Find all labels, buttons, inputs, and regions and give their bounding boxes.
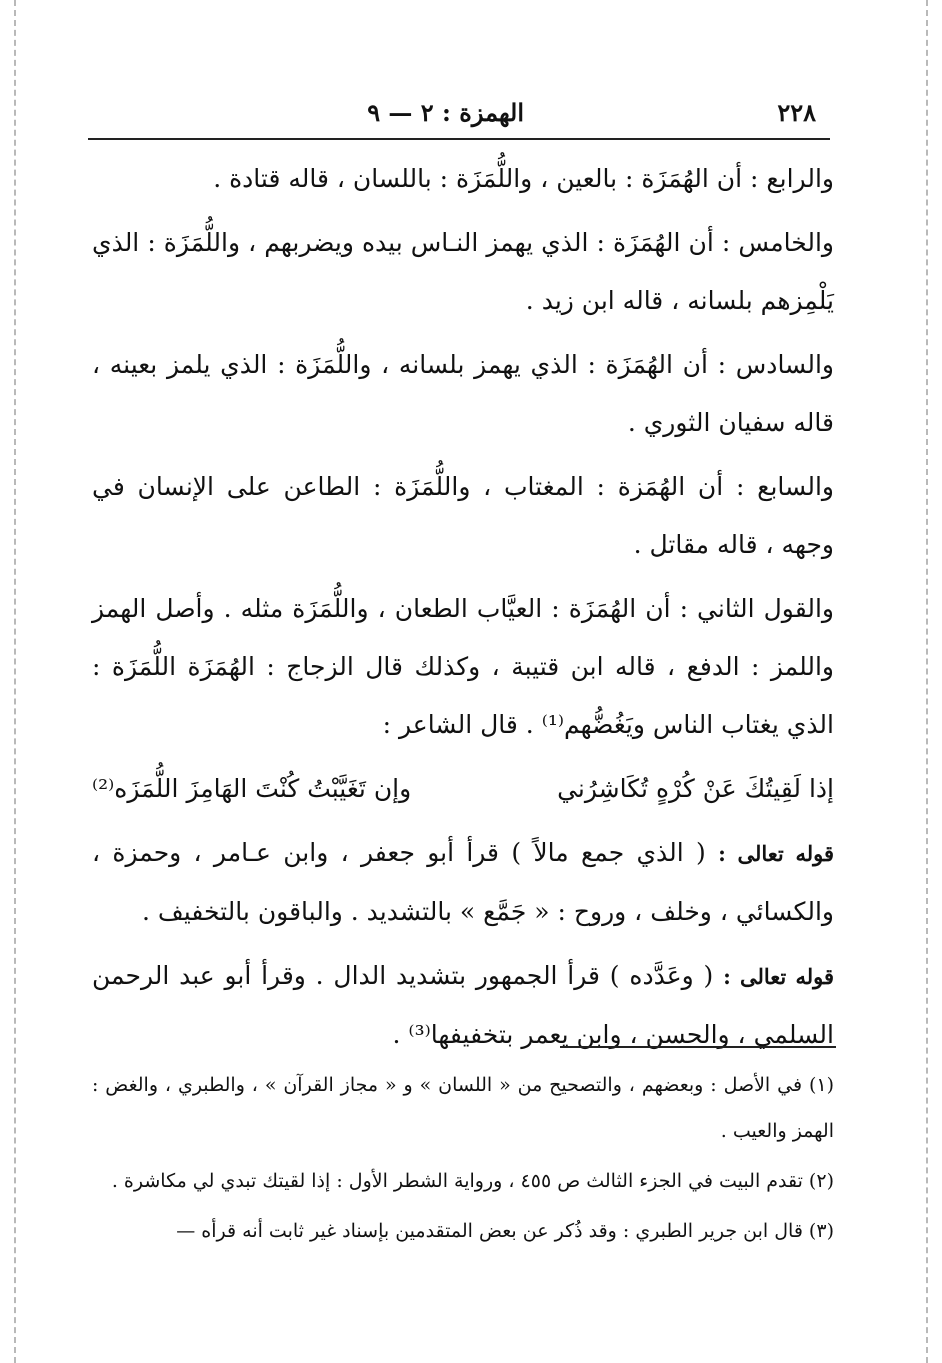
footnote-rule xyxy=(560,1046,836,1048)
verse-first-hemistich: إذا لَقِيتُكَ عَنْ كُرْهٍ تُكَاشِرُني xyxy=(557,774,834,803)
paragraph-reading-jama xyxy=(92,824,834,941)
footnote-1: (١) في الأصل : وبعضهم ، والتصحيح من « اللسان » و « مجاز القرآن » ، والطبري ، والغض : الهمز والعيب . xyxy=(92,1074,834,1142)
poetry-verse xyxy=(92,760,834,818)
header-rule xyxy=(88,138,830,140)
scan-border-left xyxy=(14,0,16,1363)
scan-border-right xyxy=(926,0,928,1363)
paragraph-second-view: والقول الثاني : أن الهُمَزَة : العيَّاب الطعان ، واللُّمَزَة مثله . وأصل الهمز واللمز : الدفع ، قاله ابن قتيبة ، وكذلك قال الزجاج : الهُمَزَة اللُّمَزَة : الذي يغتاب الناس ويَغُضُّهم⁽¹⁾ . قال الشاعر : xyxy=(92,594,834,739)
paragraph-fourth-opinion: والرابع : أن الهُمَزَة : بالعين ، واللُّمَزَة : باللسان ، قاله قتادة . xyxy=(213,164,834,193)
main-text xyxy=(92,150,834,1070)
running-title: الهمزة : ٢ — ٩ xyxy=(367,98,524,127)
paragraph-fifth-opinion: والخامس : أن الهُمَزَة : الذي يهمز النـاس بيده ويضربهم ، واللُّمَزَة : الذي يَلْمِزهم بلسانه ، قاله ابن زيد . xyxy=(92,228,834,315)
reading-addada-text: ( وعَدَّده ) قرأ الجمهور بتشديد الدال . وقرأ أبو عبد الرحمن السلمي ، والحسن ، وابن يعمر بتخفيفها⁽³⁾ . xyxy=(92,961,834,1049)
quran-keyword: قوله تعالى : xyxy=(723,964,834,989)
footnote-3: (٣) قال ابن جرير الطبري : وقد ذُكر عن بعض المتقدمين بإسناد غير ثابت أنه قرأه — xyxy=(176,1220,834,1242)
quran-keyword: قوله تعالى : xyxy=(718,841,834,866)
footnote-2: (٢) تقدم البيت في الجزء الثالث ص ٤٥٥ ، ورواية الشطر الأول : إذا لقيتك تبدي لي مكاشرة . xyxy=(111,1170,834,1192)
footnotes xyxy=(92,1062,834,1258)
paragraph-seventh-opinion: والسابع : أن الهُمَزة : المغتاب ، واللُّمَزَة : الطاعن على الإنسان في وجهه ، قاله مقاتل . xyxy=(92,472,834,559)
paragraph-sixth-opinion: والسادس : أن الهُمَزَة : الذي يهمز بلسانه ، واللُّمَزَة : الذي يلمز بعينه ، قاله سفيان الثوري . xyxy=(92,350,834,437)
page-number: ٢٢٨ xyxy=(777,98,816,127)
verse-second-hemistich: وإن تَغَيَّبْتُ كُنْتَ الهَامِزَ اللُّمَزَه⁽²⁾ xyxy=(92,774,412,803)
page-header xyxy=(88,92,824,132)
reading-jama-text: ( الذي جمع مالاً ) قرأ أبو جعفر ، وابن عـامر ، وحمزة ، والكسائي ، وخلف ، وروح : « جَمَّع » بالتشديد . والباقون بالتخفيف . xyxy=(92,838,834,926)
